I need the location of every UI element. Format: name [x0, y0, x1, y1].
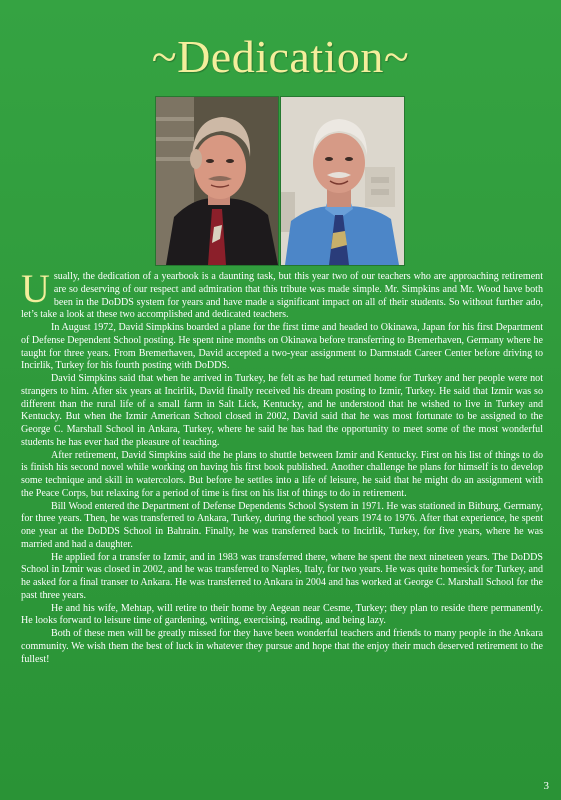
- article-paragraph-1: [21, 266, 543, 322]
- article-paragraph-8: Both of these men will be greatly missed for they have been wonderful teachers and friends to many people in the Ankara community. We wish them the best of luck in whatever they pursue and hope that the enjoy their much deserved retirement to the fullest!: [21, 628, 543, 665]
- paragraph-text: sually, the dedication of a yearbook is a daunting task, but this year two of our teachers who are approaching retirement are so deserving of our respect and admiration that this tribute was made simple. Mr. Simpkins and Mr. Wood have both been in the DoDDS system for years and have made a significant impact on all of their students. So without further ado, let’s take a look at these two accomplished and dedicated teachers.: [21, 271, 543, 321]
- drop-cap: U: [21, 266, 50, 311]
- article-paragraph-3: David Simpkins said that when he arrived in Turkey, he felt as he had returned home for Turkey and her people were not strangers to him. After six years at Incirlik, David finally received his dream posting to Izmir, Turkey. He said that Izmir was so different than the rural life of a small farm in Salt Lick, Kentucky, and he understood that he wished to live in Turkey and Kentucky. But when the Izmir American School closed in 2002, David said that he was most fortunate to be assigned to the George C. Marshall School in Ankara, Turkey, where he said he has had the opportunity to meet some of the most wonderful students he has ever had the pleasure of teaching.: [21, 373, 543, 448]
- page-number: 3: [543, 780, 549, 792]
- photo-david-simpkins: [156, 97, 278, 265]
- page-title: ~Dedication~: [151, 31, 410, 82]
- article-paragraph-2: In August 1972, David Simpkins boarded a plane for the first time and headed to Okinawa, Japan for his first Department of Defense Dependent School posting. He spent nine months on Okinawa before transferring to Bremerhaven, Germany where he taught for three years. From Bremerhaven, David accepted a two-year assignment to Darmstadt Career Center before driving to Incirlik, Turkey for his fourth posting with DoDDS.: [21, 322, 543, 372]
- article-paragraph-6: He applied for a transfer to Izmir, and in 1983 was transferred there, where he spent the next nineteen years. The DoDDS School in Izmir was closed in 2002, and he was transferred to Naples, Italy, for two years. He was quite homesick for Turkey, and he asked for a final transer to Ankara. He was transferred to Ankara in 2004 and has worked at George C. Marshall School for the past three years.: [21, 551, 543, 601]
- dedication-article: [21, 266, 543, 666]
- photo-bill-wood: [281, 97, 404, 265]
- article-paragraph-4: After retirement, David Simpkins said the he plans to shuttle between Izmir and Kentucky. First on his list of things to do is finish his second novel while working on having his first book published. Another challenge he plans for himself is to develop some technique and skill in watercolors. But before he settles into a life of leisure, he said that he might do an assignment with the Peace Corps, but relaxing for a period of time is first on his list of things to do in retirement.: [21, 449, 543, 499]
- article-paragraph-7: He and his wife, Mehtap, will retire to their home by Aegean near Cesme, Turkey; they plan to reside there permanently. He looks forward to leisure time of gardening, writing, exercising, reading, and being lazy.: [21, 602, 543, 627]
- article-paragraph-5: Bill Wood entered the Department of Defense Dependents School System in 1971. He was stationed in Bitburg, Germany, for three years. Then, he was transferred to Ankara, Turkey, during the school years 1974 to 1976. After that experience, he spent one year at the DoDDS School in Bahrain. Finally, he was transferred back to Incirlik, Turkey, for five years, where he was married and had a daughter.: [21, 500, 543, 550]
